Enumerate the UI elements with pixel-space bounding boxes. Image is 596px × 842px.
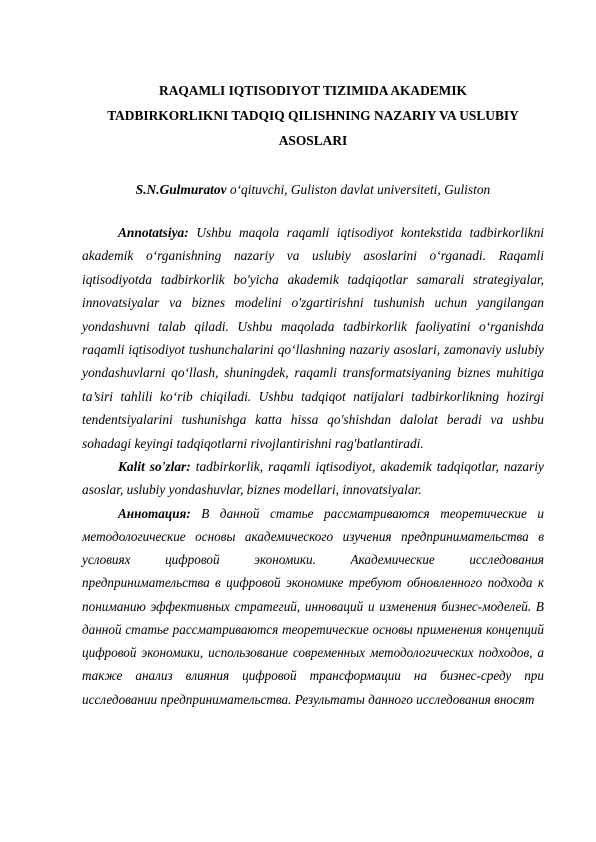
paper-title	[82, 78, 544, 153]
abstract-uz	[82, 221, 544, 455]
abstract-ru	[82, 502, 544, 711]
keywords-uz	[82, 455, 544, 502]
abstract-uz-label: Annotatsiya:	[118, 225, 189, 240]
keywords-uz-text: tadbirkorlik, raqamli iqtisodiyot, akademik tadqiqotlar, nazariy asoslar, uslubiy yondashuvlar, biznes modellari, innovatsiyalar.	[82, 459, 545, 498]
author-line	[82, 179, 544, 201]
author-affiliation: o‘qituvchi, Guliston davlat universiteti, Guliston	[226, 182, 491, 197]
abstract-ru-text: В данной статье рассматриваются теоретические и методологические основы академического изучения предпринимательства в условиях цифровой экономики. Академические исследования предпринимательства в цифровой экономике требуют обновленного подхода к пониманию эффективных стратегий, инноваций и изменения бизнес-моделей. В данной статье рассматриваются теоретические основы применения концепций цифровой экономики, использование современных методологических подходов, а также анализ влияния цифровой трансформации на бизнес-среду при исследовании предпринимательства. Результаты данного исследования вносят	[82, 505, 544, 707]
title-line-1: RAQAMLI IQTISODIYOT TIZIMIDA AKADEMIK	[159, 83, 467, 98]
keywords-uz-label: Kalit so'zlar:	[118, 459, 191, 475]
title-line-3: ASOSLARI	[278, 133, 348, 148]
paper-page	[82, 78, 544, 711]
abstract-ru-label: Аннотация:	[118, 505, 191, 521]
title-line-2: TADBIRKORLIKNI TADQIQ QILISHNING NAZARIY VA USLUBIY	[107, 108, 519, 123]
author-name: S.N.Gulmuratov	[135, 182, 227, 197]
abstract-uz-text: Ushbu maqola raqamli iqtisodiyot kontekstida tadbirkorlikni akademik o‘rganishning nazariy va uslubiy asoslarini o‘rganadi. Raqamli iqtisodiyotda tadbirkorlik bo'yicha akademik tadqiqotlar samarali strategiyalar, innovatsiyalar va biznes modelini o'zgartirishni tushunish uchun yangilangan yondashuvni talab qiladi. Ushbu maqolada tadbirkorlik faoliyatini o‘rganishda raqamli iqtisodiyot tushunchalarini qo‘llashning nazariy asoslari, zamonaviy uslubiy yondashuvlarni qo‘llash, shuningdek, raqamli transformatsiyaning biznes muhitiga ta’siri tahlili ko‘rib chiqiladi. Ushbu tadqiqot natijalari tadbirkorlikning hozirgi tendentsiyalarini tushunishga katta hissa qo'shishdan dalolat beradi va ushbu sohadagi keyingi tadqiqotlarni rivojlantirishni rag'batlantiradi.	[82, 225, 544, 451]
